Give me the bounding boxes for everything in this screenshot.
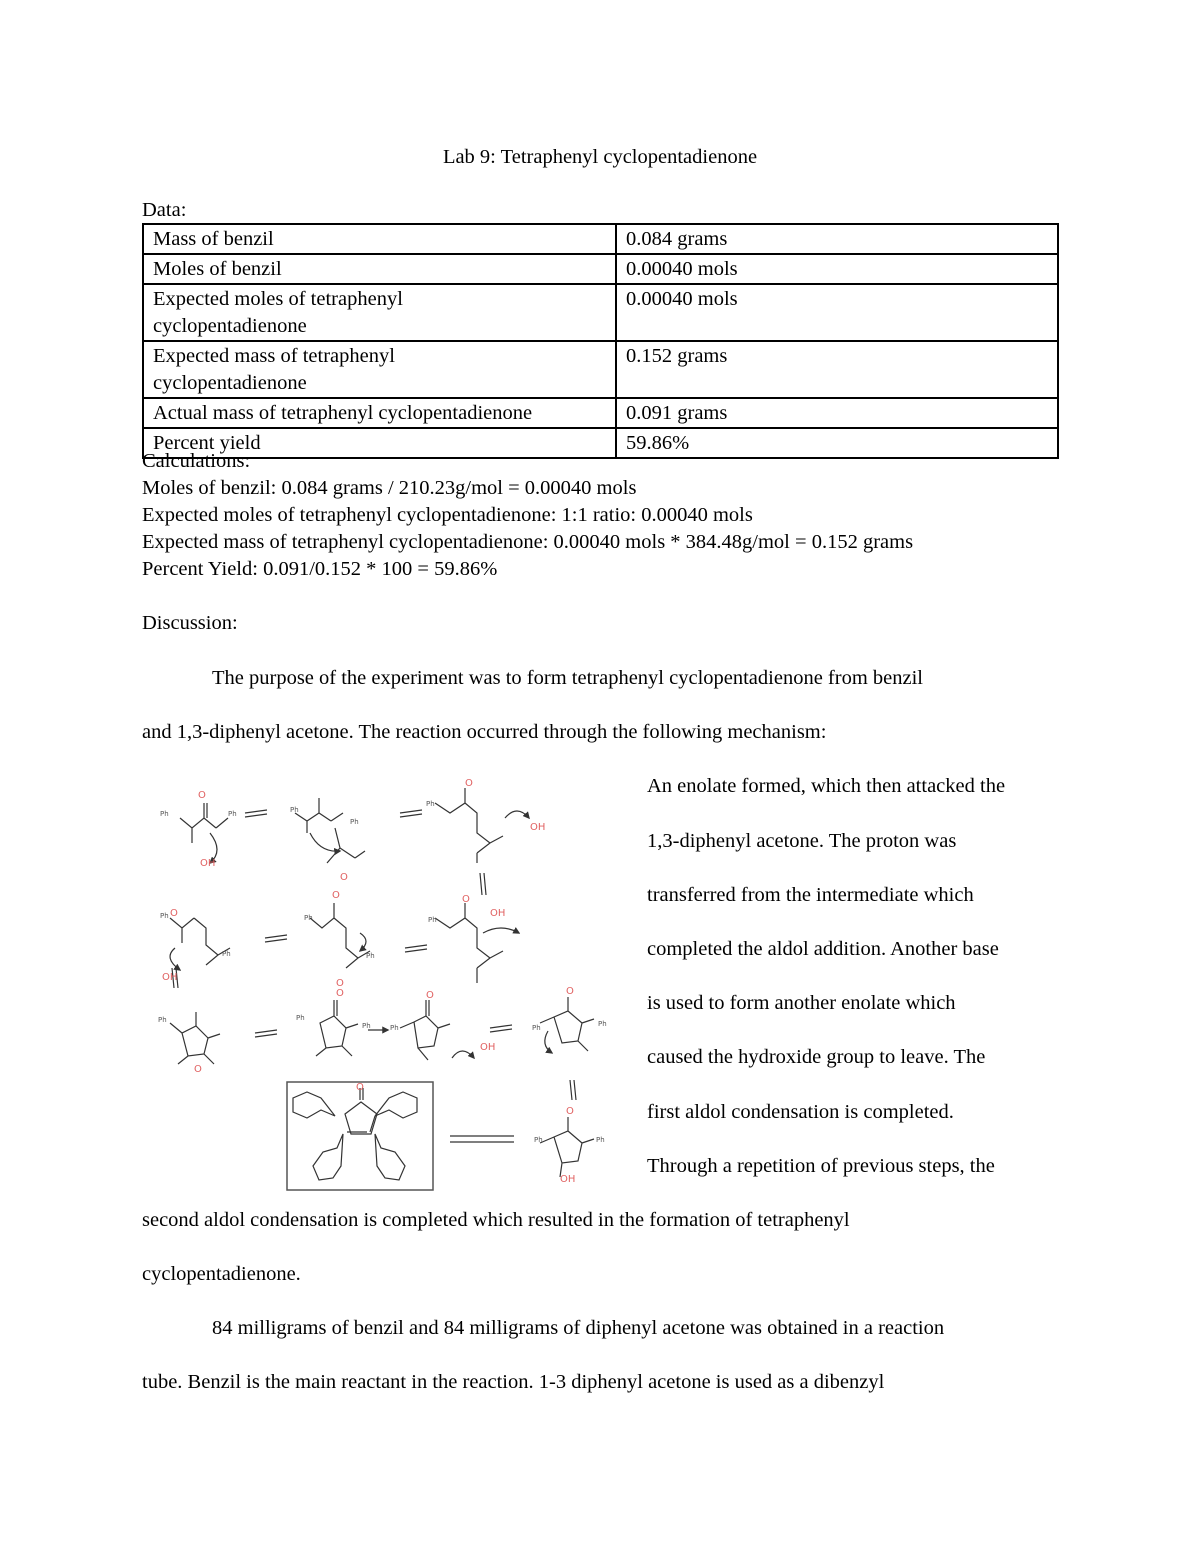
table-row xyxy=(143,428,1058,458)
molecule-10 xyxy=(540,997,594,1053)
molecule-2 xyxy=(295,798,365,863)
paragraph-line: cyclopentadienone. xyxy=(142,1263,301,1285)
table-cell-label: Moles of benzil xyxy=(143,254,616,284)
svg-text:OH: OH xyxy=(530,822,546,833)
calc-line: Percent Yield: 0.091/0.152 * 100 = 59.86% xyxy=(142,558,498,580)
svg-text:Ph: Ph xyxy=(160,912,169,920)
table-row xyxy=(143,224,1058,254)
svg-text:OH: OH xyxy=(480,1042,496,1053)
svg-text:Ph: Ph xyxy=(228,810,237,818)
equilibrium-arrow xyxy=(405,945,427,952)
reaction-mechanism-scheme xyxy=(150,768,620,1198)
calculations-heading: Calculations: xyxy=(142,450,251,472)
table-cell-value: 0.091 grams xyxy=(616,398,1058,428)
molecule-3 xyxy=(435,788,529,863)
svg-text:Ph: Ph xyxy=(290,806,299,814)
table-cell-value: 0.084 grams xyxy=(616,224,1058,254)
tetraphenyl-cyclopentadienone xyxy=(293,1088,417,1180)
svg-text:Ph: Ph xyxy=(350,818,359,826)
svg-text:Ph: Ph xyxy=(362,1022,371,1030)
svg-text:Ph: Ph xyxy=(304,914,313,922)
paragraph-line: 84 milligrams of benzil and 84 milligrams of diphenyl acetone was obtained in a reaction xyxy=(212,1317,945,1339)
side-text-line: An enolate formed, which then attacked the xyxy=(647,775,1006,797)
molecule-7 xyxy=(170,1012,220,1064)
svg-text:Ph: Ph xyxy=(598,1020,607,1028)
side-text-line: is used to form another enolate which xyxy=(647,992,956,1014)
svg-text:Ph: Ph xyxy=(428,916,437,924)
svg-text:O: O xyxy=(426,990,434,1001)
svg-text:O: O xyxy=(194,1064,202,1075)
table-row xyxy=(143,284,1058,341)
table-cell-label: Actual mass of tetraphenyl cyclopentadienone xyxy=(143,398,616,428)
side-text-line: first aldol condensation is completed. xyxy=(647,1101,954,1123)
table-cell-label: Percent yield xyxy=(143,428,616,458)
equilibrium-arrow xyxy=(450,1136,514,1142)
svg-text:Ph: Ph xyxy=(222,950,231,958)
equilibrium-arrow xyxy=(255,1030,277,1037)
svg-text:O: O xyxy=(332,890,340,901)
svg-text:OH: OH xyxy=(162,972,178,983)
equilibrium-arrow xyxy=(245,810,267,817)
data-table xyxy=(142,223,1059,459)
svg-text:OH: OH xyxy=(560,1174,576,1185)
data-heading: Data: xyxy=(142,199,187,221)
page-title: Lab 9: Tetraphenyl cyclopentadienone xyxy=(442,146,758,168)
paragraph-line: second aldol condensation is completed which resulted in the formation of tetraphenyl xyxy=(142,1209,850,1231)
svg-text:O: O xyxy=(566,1106,574,1117)
molecule-9 xyxy=(400,1000,474,1060)
svg-text:O: O xyxy=(198,790,206,801)
molecule-4 xyxy=(170,918,230,970)
svg-text:OH: OH xyxy=(200,858,216,869)
svg-text:Ph: Ph xyxy=(296,1014,305,1022)
molecule-1 xyxy=(180,803,228,863)
table-row xyxy=(143,398,1058,428)
discussion-heading: Discussion: xyxy=(142,612,238,634)
side-text-line: transferred from the intermediate which xyxy=(647,884,974,906)
vertical-equilibrium-arrow xyxy=(480,873,486,895)
svg-text:O: O xyxy=(356,1082,364,1093)
molecule-8 xyxy=(316,1000,358,1056)
svg-text:Ph: Ph xyxy=(160,810,169,818)
table-row xyxy=(143,341,1058,398)
vertical-equilibrium-arrow xyxy=(570,1080,576,1100)
paragraph-line: and 1,3-diphenyl acetone. The reaction occurred through the following mechanism: xyxy=(142,721,827,743)
side-text-line: 1,3-diphenyl acetone. The proton was xyxy=(647,830,957,852)
molecule-11 xyxy=(540,1117,594,1177)
paragraph-line: The purpose of the experiment was to form tetraphenyl cyclopentadienone from benzil xyxy=(212,667,923,689)
equilibrium-arrow xyxy=(265,935,287,942)
svg-text:Ph: Ph xyxy=(532,1024,541,1032)
svg-text:Ph: Ph xyxy=(390,1024,399,1032)
equilibrium-arrow xyxy=(490,1025,512,1032)
svg-text:Ph: Ph xyxy=(366,952,375,960)
svg-text:Ph: Ph xyxy=(534,1136,543,1144)
calc-line: Expected mass of tetraphenyl cyclopentadienone: 0.00040 mols * 384.48g/mol = 0.152 grams xyxy=(142,531,914,553)
calc-line: Expected moles of tetraphenyl cyclopentadienone: 1:1 ratio: 0.00040 mols xyxy=(142,504,753,526)
table-cell-value: 0.00040 mols xyxy=(616,254,1058,284)
table-cell-value: 0.00040 mols xyxy=(616,284,1058,341)
svg-text:O: O xyxy=(336,978,344,989)
side-text-line: Through a repetition of previous steps, the xyxy=(647,1155,995,1177)
label-text: Expected moles of tetraphenyl cyclopentadienone xyxy=(153,288,403,337)
svg-text:O: O xyxy=(340,872,348,883)
svg-text:O: O xyxy=(462,894,470,905)
svg-text:Ph: Ph xyxy=(596,1136,605,1144)
table-cell-value: 0.152 grams xyxy=(616,341,1058,398)
svg-text:Ph: Ph xyxy=(426,800,435,808)
table-cell-label: Mass of benzil xyxy=(143,224,616,254)
calc-line: Moles of benzil: 0.084 grams / 210.23g/mol = 0.00040 mols xyxy=(142,477,637,499)
svg-text:O: O xyxy=(170,908,178,919)
table-row xyxy=(143,254,1058,284)
paragraph-line: tube. Benzil is the main reactant in the reaction. 1-3 diphenyl acetone is used as a dibenzyl xyxy=(142,1371,885,1393)
table-cell-value: 59.86% xyxy=(616,428,1058,458)
svg-text:O: O xyxy=(336,988,344,999)
svg-text:Ph: Ph xyxy=(158,1016,167,1024)
svg-text:O: O xyxy=(566,986,574,997)
molecule-6 xyxy=(435,903,519,983)
label-text: Expected mass of tetraphenyl cyclopentadienone xyxy=(153,345,395,394)
svg-text:OH: OH xyxy=(490,908,506,919)
equilibrium-arrow xyxy=(400,810,422,817)
side-text-line: completed the aldol addition. Another base xyxy=(647,938,999,960)
molecule-5 xyxy=(310,903,370,968)
svg-text:O: O xyxy=(465,778,473,789)
side-text-line: caused the hydroxide group to leave. The xyxy=(647,1046,986,1068)
table-cell-label xyxy=(143,341,616,398)
table-cell-label xyxy=(143,284,616,341)
